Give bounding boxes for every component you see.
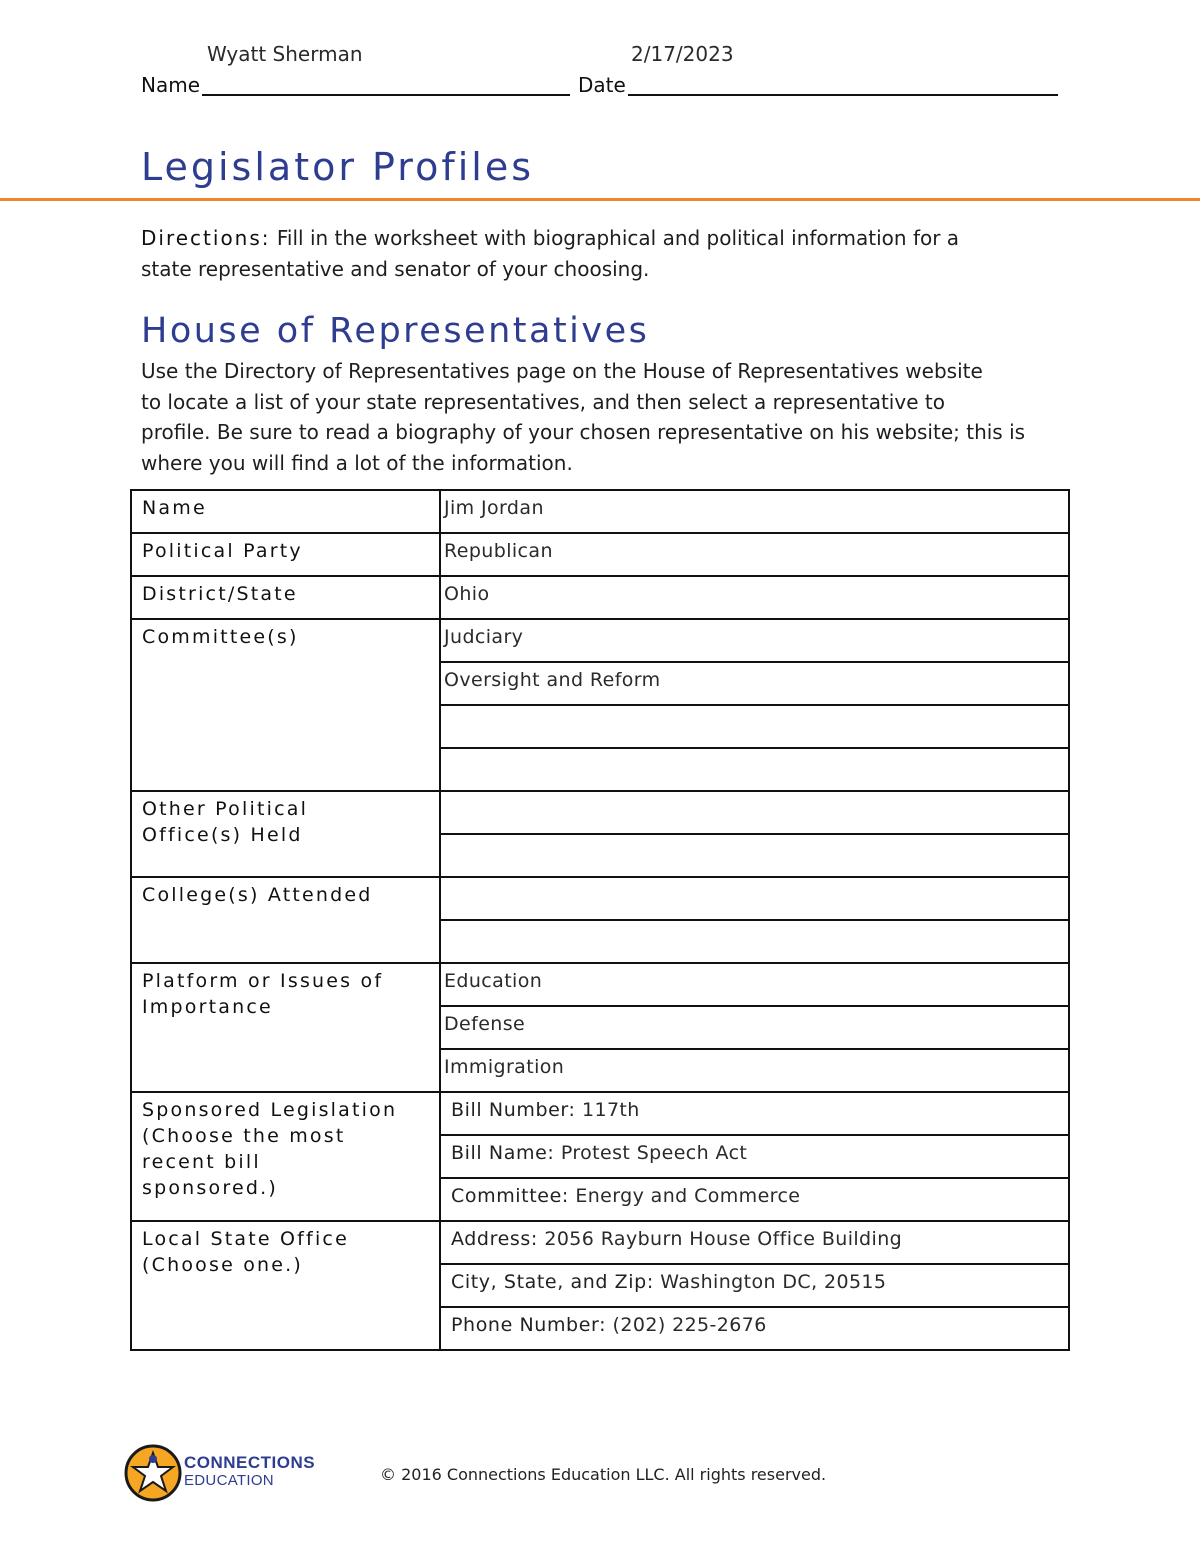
date-underline <box>628 94 1058 96</box>
table-row <box>131 619 1069 662</box>
label-line: (Choose the most <box>142 1125 346 1147</box>
date-value[interactable]: 2/17/2023 <box>631 42 734 66</box>
table-row <box>131 963 1069 1006</box>
copyright: © 2016 Connections Education LLC. All rights reserved. <box>380 1465 827 1484</box>
label-line: recent bill <box>142 1151 261 1173</box>
title-rule <box>0 198 1200 201</box>
page-title: Legislator Profiles <box>141 145 535 189</box>
label-line: Office(s) Held <box>142 824 303 846</box>
field-platform-issue[interactable]: Education <box>440 963 1069 1006</box>
house-intro-line: to locate a list of your state representatives, and then select a representative to <box>141 389 945 414</box>
field-platform-issue[interactable]: Immigration <box>440 1049 1069 1092</box>
label-other-offices <box>131 791 440 877</box>
field-platform-issue[interactable]: Defense <box>440 1006 1069 1049</box>
name-underline <box>202 94 570 96</box>
phone-number-value[interactable]: (202) 225-2676 <box>612 1314 767 1336</box>
label-line: Sponsored Legislation <box>142 1099 398 1121</box>
student-name-value[interactable]: Wyatt Sherman <box>207 42 363 66</box>
legislator-form-table <box>130 489 1070 1351</box>
directions-text-2: state representative and senator of your choosing. <box>141 256 650 281</box>
field-bill-name[interactable] <box>440 1135 1069 1178</box>
phone-number-label: Phone Number: <box>451 1314 607 1336</box>
field-phone-number[interactable] <box>440 1307 1069 1350</box>
field-city-state-zip[interactable] <box>440 1264 1069 1307</box>
connections-logo-icon <box>123 1443 183 1503</box>
field-other-office[interactable] <box>440 834 1069 877</box>
house-intro-line: profile. Be sure to read a biography of your chosen representative on his website; this is <box>141 420 1026 444</box>
table-row <box>131 877 1069 920</box>
table-row <box>131 533 1069 576</box>
label-line: sponsored.) <box>142 1177 278 1199</box>
field-political-party[interactable]: Republican <box>440 533 1069 576</box>
label-sponsored-legislation <box>131 1092 440 1221</box>
bill-name-value[interactable]: Protest Speech Act <box>560 1142 748 1164</box>
bill-name-label: Bill Name: <box>451 1142 555 1164</box>
field-college[interactable] <box>440 877 1069 920</box>
bill-number-value[interactable]: 117th <box>581 1099 640 1121</box>
directions-label: Directions: <box>141 226 271 250</box>
label-committees: Committee(s) <box>131 619 440 791</box>
label-name: Name <box>131 490 440 533</box>
city-state-zip-label: City, State, and Zip: <box>451 1271 654 1293</box>
house-intro-line: where you will find a lot of the information. <box>141 450 573 475</box>
field-committee[interactable] <box>440 705 1069 748</box>
label-district-state: District/State <box>131 576 440 619</box>
table-row <box>131 1092 1069 1135</box>
label-line: Other Political <box>142 798 309 820</box>
bill-number-label: Bill Number: <box>451 1099 576 1121</box>
section-heading-house: House of Representatives <box>141 311 650 351</box>
field-bill-committee[interactable] <box>440 1178 1069 1221</box>
house-intro <box>141 356 1151 478</box>
table-row <box>131 1221 1069 1264</box>
field-committee[interactable]: Judciary <box>440 619 1069 662</box>
label-political-party: Political Party <box>131 533 440 576</box>
field-district-state[interactable]: Ohio <box>440 576 1069 619</box>
field-college[interactable] <box>440 920 1069 963</box>
bill-committee-label: Committee: <box>451 1185 569 1207</box>
table-row <box>131 576 1069 619</box>
date-label: Date <box>578 73 626 97</box>
field-name[interactable]: Jim Jordan <box>440 490 1069 533</box>
city-state-zip-value[interactable]: Washington DC, 20515 <box>660 1271 887 1293</box>
table-row <box>131 490 1069 533</box>
field-bill-number[interactable] <box>440 1092 1069 1135</box>
field-address[interactable] <box>440 1221 1069 1264</box>
label-line: (Choose one.) <box>142 1254 304 1276</box>
logo-text-connections: CONNECTIONS <box>184 1453 316 1472</box>
house-intro-line: Use the Directory of Representatives page on the House of Representatives website <box>141 359 983 383</box>
address-value[interactable]: 2056 Rayburn House Office Building <box>544 1228 903 1250</box>
label-line: Importance <box>142 996 273 1018</box>
field-other-office[interactable] <box>440 791 1069 834</box>
address-label: Address: <box>451 1228 538 1250</box>
label-colleges: College(s) Attended <box>131 877 440 963</box>
label-line: Local State Office <box>142 1228 349 1250</box>
directions <box>141 223 1141 284</box>
field-committee[interactable]: Oversight and Reform <box>440 662 1069 705</box>
label-local-office <box>131 1221 440 1350</box>
label-line: Platform or Issues of <box>142 970 384 992</box>
logo-text-education: EDUCATION <box>184 1472 274 1489</box>
name-label: Name <box>141 73 201 97</box>
bill-committee-value[interactable]: Energy and Commerce <box>575 1185 801 1207</box>
table-row <box>131 791 1069 834</box>
directions-text-1: Fill in the worksheet with biographical and political information for a <box>270 226 960 250</box>
label-platform <box>131 963 440 1092</box>
field-committee[interactable] <box>440 748 1069 791</box>
